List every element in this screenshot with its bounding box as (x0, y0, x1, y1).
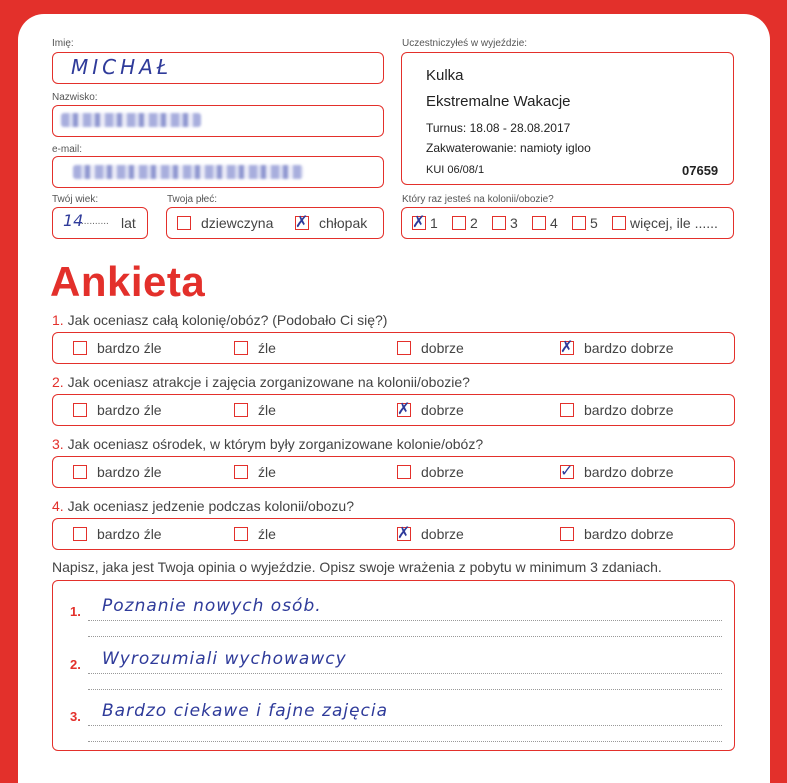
surname-redacted (61, 113, 201, 127)
opinion-number: 3. (70, 709, 81, 724)
name-label: Imię: (52, 38, 74, 49)
surname-label: Nazwisko: (52, 92, 98, 103)
age-label: Twój wiek: (52, 194, 99, 205)
sex-field (166, 207, 384, 239)
answer-checkbox-q4-1[interactable] (73, 527, 87, 541)
check-mark-icon: ✗ (397, 523, 411, 542)
age-unit: lat (121, 215, 136, 231)
question-4 (52, 498, 354, 514)
answer-label: dobrze (421, 340, 464, 356)
answer-checkbox-q3-3[interactable] (397, 465, 411, 479)
sex-checkbox-female[interactable] (177, 216, 191, 230)
answer-label: bardzo źle (97, 402, 162, 418)
answer-checkbox-q4-3[interactable] (397, 523, 411, 542)
email-label: e-mail: (52, 144, 83, 155)
trip-label: Uczestniczyłeś w wyjeździe: (402, 38, 528, 49)
times-option-4: 4 (550, 215, 558, 231)
email-field[interactable] (52, 156, 384, 188)
opinion-number: 1. (70, 604, 81, 619)
answer-label: źle (258, 464, 276, 480)
camp-name: Kulka (426, 67, 464, 84)
answer-label: bardzo dobrze (584, 526, 674, 542)
question-text: Jak oceniasz całą kolonię/obóz? (Podobało Ci się?) (67, 312, 388, 328)
times-label: Który raz jesteś na kolonii/obozie? (402, 194, 554, 205)
answer-checkbox-q2-1[interactable] (73, 403, 87, 417)
times-option-2: 2 (470, 215, 478, 231)
dotted-line (88, 741, 722, 742)
check-mark-icon: ✓ (560, 461, 574, 480)
times-checkbox-4[interactable] (532, 216, 546, 230)
answer-checkbox-q4-2[interactable] (234, 527, 248, 541)
question-text: Jak oceniasz jedzenie podczas kolonii/obozu? (67, 498, 354, 514)
times-checkbox-3[interactable] (492, 216, 506, 230)
sex-label: Twoja płeć: (167, 194, 218, 205)
check-mark-icon: ✗ (412, 212, 426, 231)
camp-code: KUI 06/08/1 (426, 164, 485, 176)
camp-turnus: Turnus: 18.08 - 28.08.2017 (426, 121, 571, 135)
times-option-5: 5 (590, 215, 598, 231)
opinion-number: 2. (70, 657, 81, 672)
question-text: Jak oceniasz ośrodek, w którym były zorganizowane kolonie/obóz? (67, 436, 484, 452)
question-2 (52, 374, 470, 390)
camp-accommodation: Zakwaterowanie: namioty igloo (426, 141, 591, 155)
dotted-line (88, 636, 722, 637)
name-value: MICHAŁ (71, 55, 173, 79)
answer-label: dobrze (421, 402, 464, 418)
question-number: 3. (52, 436, 64, 452)
camp-program: Ekstremalne Wakacje (426, 93, 571, 110)
times-option-3: 3 (510, 215, 518, 231)
sex-option-female: dziewczyna (201, 215, 274, 231)
answer-checkbox-q3-1[interactable] (73, 465, 87, 479)
dotted-line (88, 673, 722, 674)
answer-checkbox-q1-3[interactable] (397, 341, 411, 355)
answer-checkbox-q3-4[interactable] (560, 461, 574, 480)
answer-label: bardzo dobrze (584, 402, 674, 418)
opinion-text: Wyrozumiali wychowawcy (102, 649, 347, 669)
times-checkbox-1[interactable] (412, 212, 426, 231)
times-field (401, 207, 734, 239)
answer-label: bardzo źle (97, 526, 162, 542)
answer-label: źle (258, 526, 276, 542)
answer-label: źle (258, 340, 276, 356)
answer-checkbox-q1-4[interactable] (560, 337, 574, 356)
question-1 (52, 312, 387, 328)
answer-label: źle (258, 402, 276, 418)
answer-checkbox-q1-1[interactable] (73, 341, 87, 355)
question-number: 1. (52, 312, 64, 328)
answer-label: dobrze (421, 526, 464, 542)
surname-field[interactable] (52, 105, 384, 137)
opinion-prompt: Napisz, jaka jest Twoja opinia o wyjeździe. Opisz swoje wrażenia z pobytu w minimum 3 zdaniach. (52, 559, 662, 575)
answer-label: bardzo źle (97, 464, 162, 480)
times-checkbox-5[interactable] (572, 216, 586, 230)
sex-option-male: chłopak (319, 215, 368, 231)
name-field[interactable] (52, 52, 384, 84)
question-text: Jak oceniasz atrakcje i zajęcia zorganizowane na kolonii/obozie? (67, 374, 470, 390)
dotted-line (88, 725, 722, 726)
answer-checkbox-q2-2[interactable] (234, 403, 248, 417)
question-number: 2. (52, 374, 64, 390)
sex-checkbox-male[interactable] (295, 212, 309, 231)
dotted-line (88, 689, 722, 690)
dotted-line (88, 620, 722, 621)
answer-checkbox-q3-2[interactable] (234, 465, 248, 479)
answer-label: bardzo dobrze (584, 340, 674, 356)
answer-label: bardzo źle (97, 340, 162, 356)
times-checkbox-2[interactable] (452, 216, 466, 230)
answer-label: dobrze (421, 464, 464, 480)
answer-checkbox-q1-2[interactable] (234, 341, 248, 355)
email-redacted (73, 165, 303, 179)
check-mark-icon: ✗ (397, 399, 411, 418)
times-option-1: 1 (430, 215, 438, 231)
age-dots: .......... (81, 216, 109, 227)
check-mark-icon: ✗ (295, 212, 309, 231)
answer-checkbox-q2-4[interactable] (560, 403, 574, 417)
opinion-text: Poznanie nowych osób. (102, 596, 322, 616)
answer-label: bardzo dobrze (584, 464, 674, 480)
check-mark-icon: ✗ (560, 337, 574, 356)
opinion-text: Bardzo ciekawe i fajne zajęcia (102, 701, 389, 721)
question-3 (52, 436, 483, 452)
times-checkbox-more[interactable] (612, 216, 626, 230)
age-value: 14 (63, 211, 84, 230)
answer-checkbox-q4-4[interactable] (560, 527, 574, 541)
question-number: 4. (52, 498, 64, 514)
age-field[interactable] (52, 207, 148, 239)
trip-info-box (401, 52, 734, 185)
camp-number: 07659 (682, 163, 719, 178)
survey-title: Ankieta (50, 258, 206, 305)
answer-checkbox-q2-3[interactable] (397, 399, 411, 418)
times-option-more: więcej, ile ...... (630, 215, 718, 231)
